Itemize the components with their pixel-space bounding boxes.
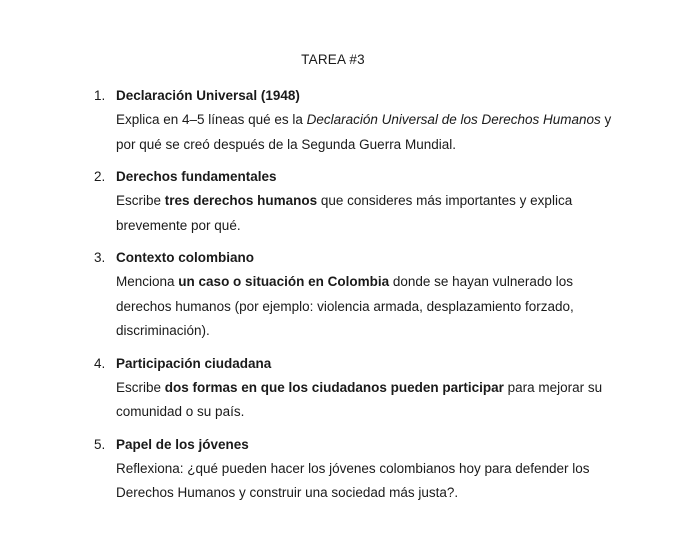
task-body-text: para mejorar su comunidad o su país.	[116, 379, 603, 419]
document-title: TAREA #3	[301, 52, 365, 67]
task-item-1	[92, 84, 632, 157]
task-number: 4.	[94, 355, 106, 371]
task-item-5	[92, 433, 632, 506]
task-heading: Participación ciudadana	[116, 355, 272, 371]
task-body-text: que consideres más importantes y explica brevemente por qué.	[116, 193, 573, 233]
task-heading: Declaración Universal (1948)	[116, 88, 300, 103]
task-body-text: Escribe	[116, 379, 165, 395]
task-number: 3.	[94, 250, 106, 265]
task-body	[116, 108, 632, 157]
task-heading: Papel de los jóvenes	[116, 436, 249, 452]
task-number: 2.	[94, 169, 106, 184]
task-body-italic: Declaración Universal de los Derechos Humanos	[306, 112, 601, 127]
task-body	[116, 457, 632, 506]
task-body-text: Explica en 4–5 líneas qué es la	[116, 112, 307, 127]
task-item-2	[92, 165, 632, 238]
task-body-text: y por qué se creó después de la Segunda Guerra Mundial.	[116, 112, 612, 152]
task-body-text: donde se hayan vulnerado los derechos humanos (por ejemplo: violencia armada, desplazamiento forzado, discriminación).	[116, 274, 574, 338]
task-number: 5.	[94, 436, 106, 452]
task-body	[116, 270, 632, 344]
task-list	[92, 84, 632, 514]
task-item-3	[92, 246, 632, 344]
task-body-bold: un caso o situación en Colombia	[178, 274, 390, 289]
task-number: 1.	[94, 88, 106, 103]
task-body-bold: tres derechos humanos	[164, 193, 318, 208]
task-body	[116, 189, 632, 238]
task-body-text: Reflexiona: ¿qué pueden hacer los jóvenes colombianos hoy para defender los Derechos Humanos y construir una sociedad más justa?.	[116, 460, 590, 500]
task-item-4	[92, 352, 632, 425]
task-body-text: Menciona	[116, 274, 179, 289]
task-body-bold: dos formas en que los ciudadanos pueden participar	[164, 379, 504, 395]
task-heading: Contexto colombiano	[116, 250, 254, 265]
task-heading: Derechos fundamentales	[116, 169, 277, 184]
task-body-text: Escribe	[116, 193, 165, 208]
task-body	[116, 376, 632, 425]
